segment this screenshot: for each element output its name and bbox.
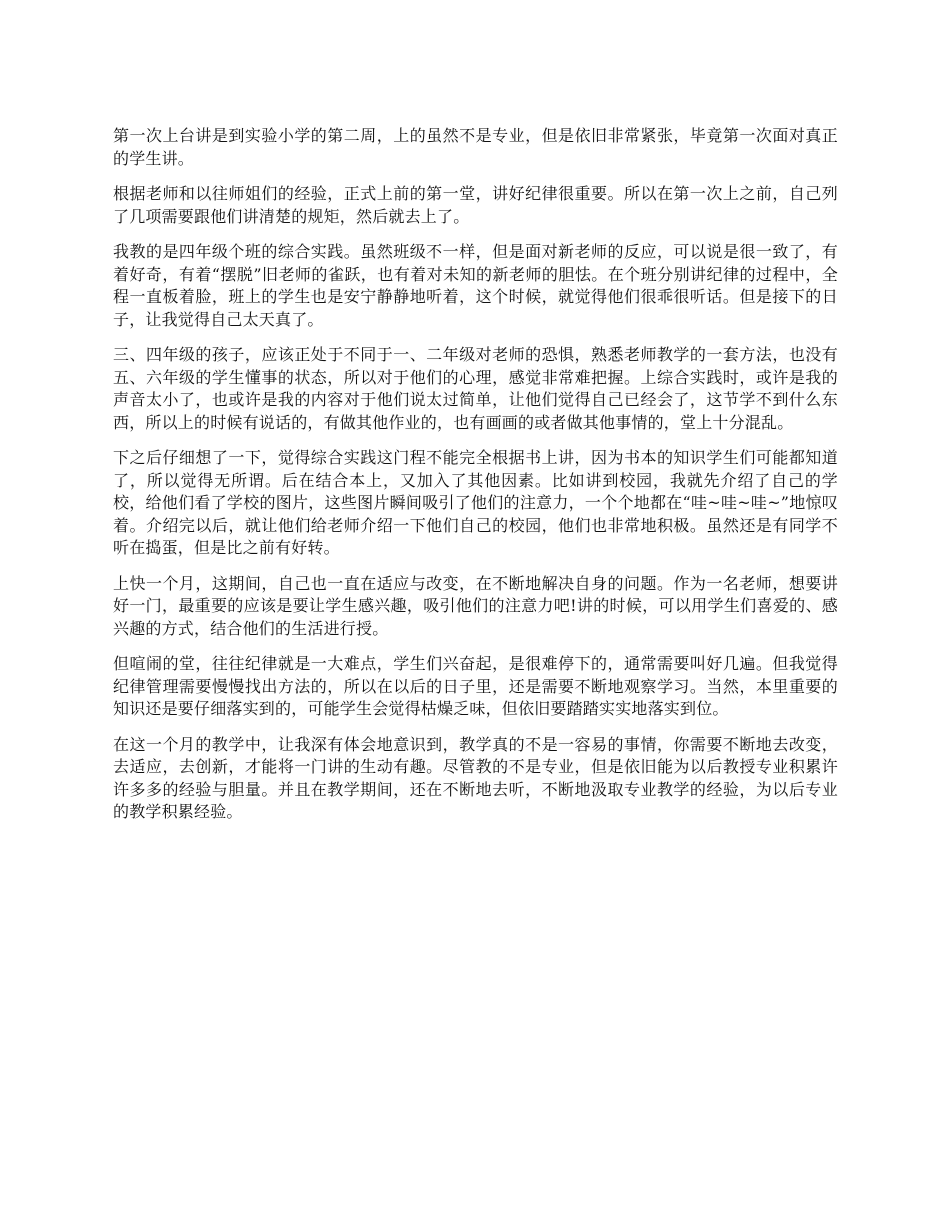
paragraph-7: 但喧闹的堂，往往纪律就是一大难点，学生们兴奋起，是很难停下的，通常需要叫好几遍。但我觉得纪律管理需要慢慢找出方法的，所以在以后的日子里，还是需要不断地观察学习。当然，本里重要的知识还是要仔细落实到的，可能学生会觉得枯燥乏味，但依旧要踏踏实实地落实到位。 (113, 654, 838, 718)
paragraph-4: 三、四年级的孩子，应该正处于不同于一、二年级对老师的恐惧，熟悉老师教学的一套方法，也没有五、六年级的学生懂事的状态，所以对于他们的心理，感觉非常难把握。上综合实践时，或许是我的声音太小了，也或许是我的内容对于他们说太过简单，让他们觉得自己已经会了，这节学不到什么东西，所以上的时候有说话的，有做其他作业的，也有画画的或者做其他事情的，堂上十分混乱。 (113, 345, 838, 432)
paragraph-6: 上快一个月，这期间，自己也一直在适应与改变，在不断地解决自身的问题。作为一名老师，想要讲好一门，最重要的应该是要让学生感兴趣，吸引他们的注意力吧!讲的时候，可以用学生们喜爱的、感兴趣的方式，结合他们的生活进行授。 (113, 573, 838, 638)
paragraph-2: 根据老师和以往师姐们的经验，正式上前的第一堂，讲好纪律很重要。所以在第一次上之前，自己列了几项需要跟他们讲清楚的规矩，然后就去上了。 (113, 184, 838, 226)
paragraph-5: 下之后仔细想了一下，觉得综合实践这门程不能完全根据书上讲，因为书本的知识学生们可能都知道了，所以觉得无所谓。后在结合本上，又加入了其他因素。比如讲到校园，我就先介绍了自己的学校，给他们看了学校的图片，这些图片瞬间吸引了他们的注意力，一个个地都在“哇~哇~哇~”地惊叹着。介绍完以后，就让他们给老师介绍一下他们自己的校园，他们也非常地积极。虽然还是有同学不听在捣蛋，但是比之前有好转。 (113, 448, 838, 557)
paragraph-1: 第一次上台讲是到实验小学的第二周，上的虽然不是专业，但是依旧非常紧张，毕竟第一次面对真正的学生讲。 (113, 126, 838, 168)
document-body (113, 125, 838, 837)
paragraph-3: 我教的是四年级个班的综合实践。虽然班级不一样，但是面对新老师的反应，可以说是很一致了，有着好奇，有着“摆脱”旧老师的雀跃，也有着对未知的新老师的胆怯。在个班分别讲纪律的过程中，全程一直板着脸，班上的学生也是安宁静静地听着，这个时候，就觉得他们很乖很听话。但是接下的日子，让我觉得自己太天真了。 (113, 242, 838, 329)
paragraph-8: 在这一个月的教学中，让我深有体会地意识到，教学真的不是一容易的事情，你需要不断地去改变，去适应，去创新，才能将一门讲的生动有趣。尽管教的不是专业，但是依旧能为以后教授专业积累许许多多的经验与胆量。并且在教学期间，还在不断地去听，不断地汲取专业教学的经验，为以后专业的教学积累经验。 (113, 734, 838, 821)
